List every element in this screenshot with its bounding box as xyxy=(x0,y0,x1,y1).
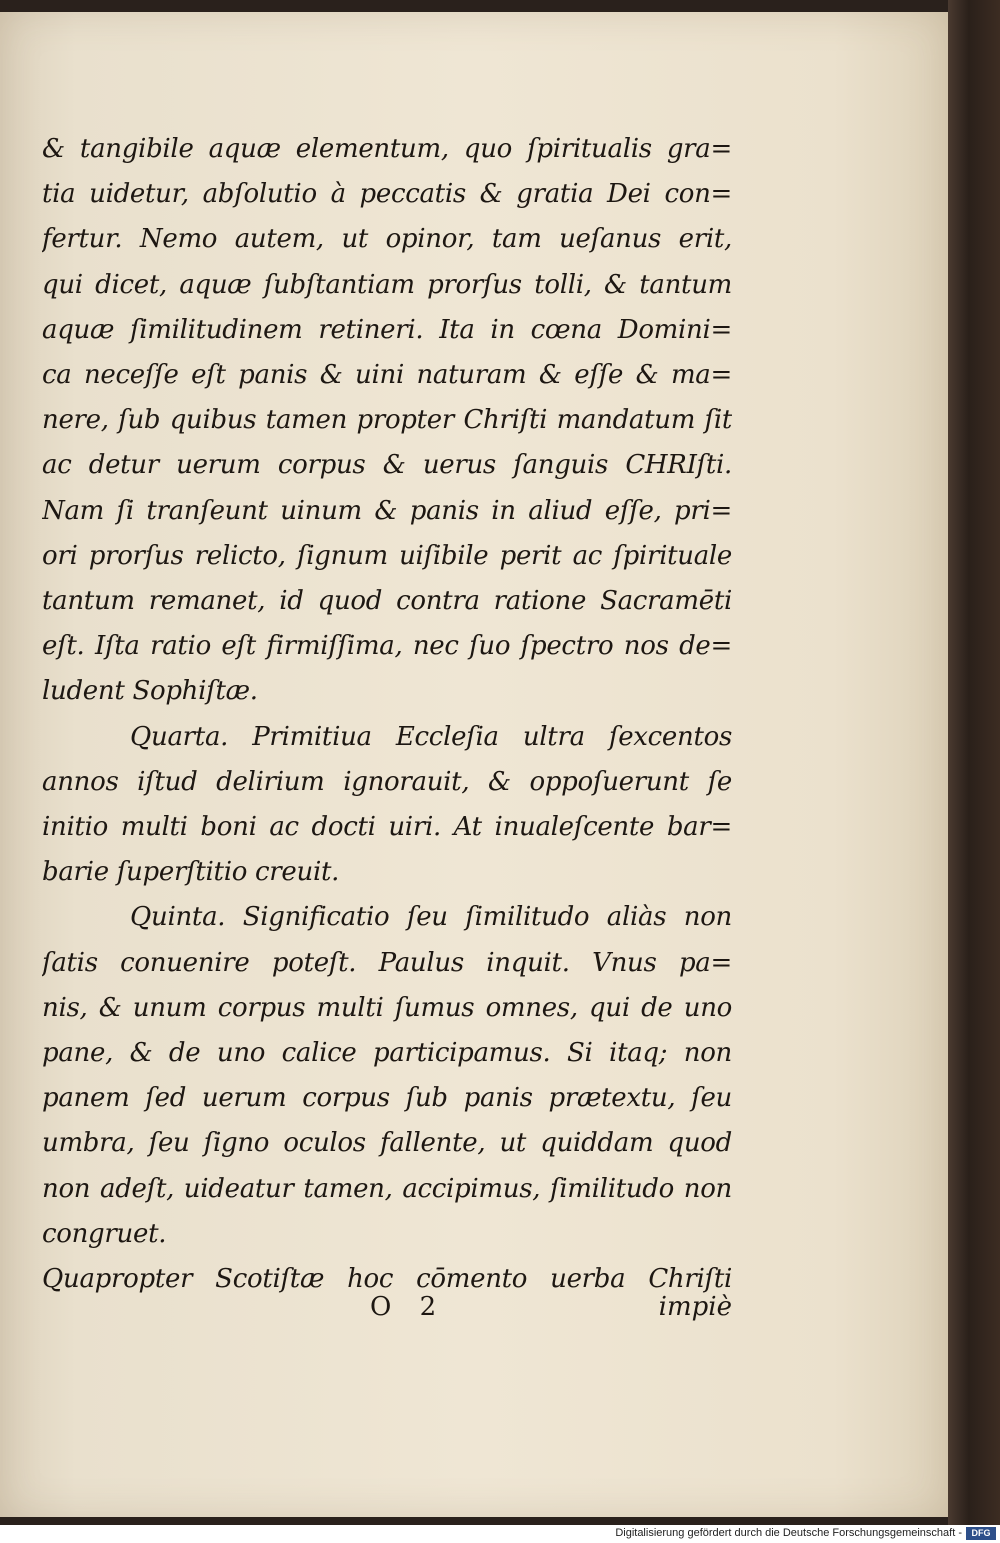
credit-bar xyxy=(0,1525,1000,1543)
text-line: ſatis conuenire poteſt. Paulus inquit. Vnus pa= xyxy=(42,947,732,978)
text-line: umbra, ſeu ſigno oculos fallente, ut quiddam quod xyxy=(42,1128,732,1159)
text-line: congruet. xyxy=(42,1218,167,1249)
signature-mark: O 2 xyxy=(370,1292,447,1322)
text-line: aquæ ſimilitudinem retineri. Ita in cœna Domini= xyxy=(42,314,732,345)
text-line: annos iſtud delirium ignorauit, & oppoſuerunt ſe xyxy=(42,766,732,797)
text-line: ludent Sophiſtæ. xyxy=(42,676,258,707)
text-line: barie ſuperſtitio creuit. xyxy=(42,857,340,888)
paragraph-start-quarta: Quarta. Primitiua Eccleſia ultra ſexcentos xyxy=(130,721,732,752)
text-line: eſt. Iſta ratio eſt firmiſſima, nec ſuo ſpectro nos de= xyxy=(42,631,732,662)
book-binding-edge xyxy=(948,0,1000,1525)
paper-sheet xyxy=(0,12,948,1517)
text-line: & tangibile aquæ elementum, quo ſpiritualis gra= xyxy=(42,134,732,164)
text-line: ac detur uerum corpus & uerus ſanguis CHRIſti. xyxy=(42,450,732,481)
text-line: Nam ſi tranſeunt uinum & panis in aliud eſſe, pri= xyxy=(42,495,732,526)
text-line: ca neceſſe eſt panis & uini naturam & eſſe & ma= xyxy=(42,360,732,391)
text-line: qui dicet, aquæ ſubſtantiam prorſus tolli, & tantum xyxy=(42,269,732,300)
paragraph-start-quinta: Quinta. Significatio ſeu ſimilitudo aliàs non xyxy=(130,902,732,933)
paragraph-start-quapropter: Quapropter Scotiſtæ hoc cōmento uerba Chriſti xyxy=(42,1264,732,1295)
text-line: tia uidetur, abſolutio à peccatis & gratia Dei con= xyxy=(42,179,732,210)
text-line: ori prorſus relicto, ſignum uiſibile perit ac ſpirituale xyxy=(42,540,732,571)
text-line: nis, & unum corpus multi ſumus omnes, qui de uno xyxy=(42,992,732,1023)
text-line: fertur. Nemo autem, ut opinor, tam ueſanus erit, xyxy=(42,224,732,255)
body-text xyxy=(42,127,732,1302)
dfg-logo: DFG xyxy=(966,1527,996,1540)
text-line: initio multi boni ac docti uiri. At inualeſcente bar= xyxy=(42,812,732,843)
text-line: pane, & de uno calice participamus. Si itaq; non xyxy=(42,1038,732,1069)
funding-credit: Digitalisierung gefördert durch die Deutsche Forschungsgemeinschaft - xyxy=(615,1527,962,1539)
text-line: tantum remanet, id quod contra ratione Sacramēti xyxy=(42,586,732,617)
text-line: nere, ſub quibus tamen propter Chriſti mandatum ſit xyxy=(42,405,732,436)
page-footer xyxy=(42,1292,732,1332)
catchword: impiè xyxy=(658,1292,732,1322)
text-line: non adeſt, uideatur tamen, accipimus, ſimilitudo non xyxy=(42,1173,732,1204)
text-line: panem ſed uerum corpus ſub panis prætextu, ſeu xyxy=(42,1083,732,1114)
